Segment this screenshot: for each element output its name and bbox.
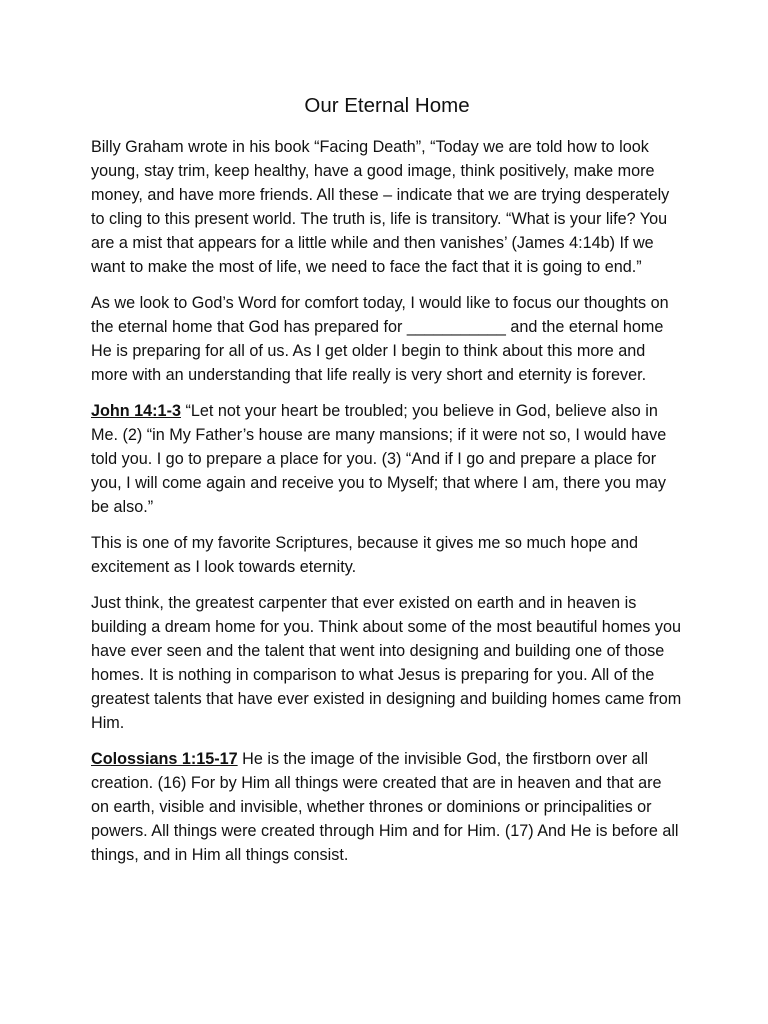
scripture-reference: Colossians 1:15-17 bbox=[91, 750, 238, 768]
paragraph-favorite-scripture bbox=[91, 531, 683, 579]
paragraph-gods-word-comfort bbox=[91, 291, 683, 387]
paragraph-text: “Let not your heart be troubled; you believe in God, believe also in Me. (2) “in My Father’s house are many mansions; if it were not so, I would have told you. I go to prepare a place for you. (3) “And if I go and prepare a place for you, I will come again and receive you to Myself; that where I am, there you may be also.” bbox=[91, 402, 667, 516]
paragraph-text: As we look to God’s Word for comfort today, I would like to focus our thoughts on the eternal home that God has prepared for ___________ and the eternal home He is preparing for all of us. As I get older I begin to think about this more and more with an understanding that life really is very short and eternity is forever. bbox=[91, 294, 669, 384]
paragraph-colossians-1 bbox=[91, 747, 683, 867]
document-page bbox=[91, 92, 683, 879]
paragraph-text: Billy Graham wrote in his book “Facing Death”, “Today we are told how to look young, stay trim, keep healthy, have a good image, think positively, make more money, and have more friends. All these – indicate that we are trying desperately to cling to this present world. The truth is, life is transitory. “What is your life? You are a mist that appears for a little while and then vanishes’ (James 4:14b) If we want to make the most of life, we need to face the fact that it is going to end.” bbox=[91, 138, 670, 276]
paragraph-billy-graham-quote bbox=[91, 135, 683, 279]
document-title: Our Eternal Home bbox=[304, 94, 470, 117]
paragraph-text: He is the image of the invisible God, the firstborn over all creation. (16) For by Him all things were created that are in heaven and that are on earth, visible and invisible, whether thrones or dominions or principalities or powers. All things were created through Him and for Him. (17) And He is before all things, and in Him all things consist. bbox=[91, 750, 679, 864]
paragraph-text: This is one of my favorite Scriptures, because it gives me so much hope and excitement as I look towards eternity. bbox=[91, 534, 639, 576]
paragraph-greatest-carpenter bbox=[91, 591, 683, 735]
paragraph-john-14 bbox=[91, 399, 683, 519]
paragraph-text: Just think, the greatest carpenter that ever existed on earth and in heaven is building a dream home for you. Think about some of the most beautiful homes you have ever seen and the talent that went into designing and building one of those homes. It is nothing in comparison to what Jesus is preparing for you. All of the greatest talents that have ever existed in designing and building homes came from Him. bbox=[91, 594, 682, 732]
scripture-reference: John 14:1-3 bbox=[91, 402, 181, 420]
